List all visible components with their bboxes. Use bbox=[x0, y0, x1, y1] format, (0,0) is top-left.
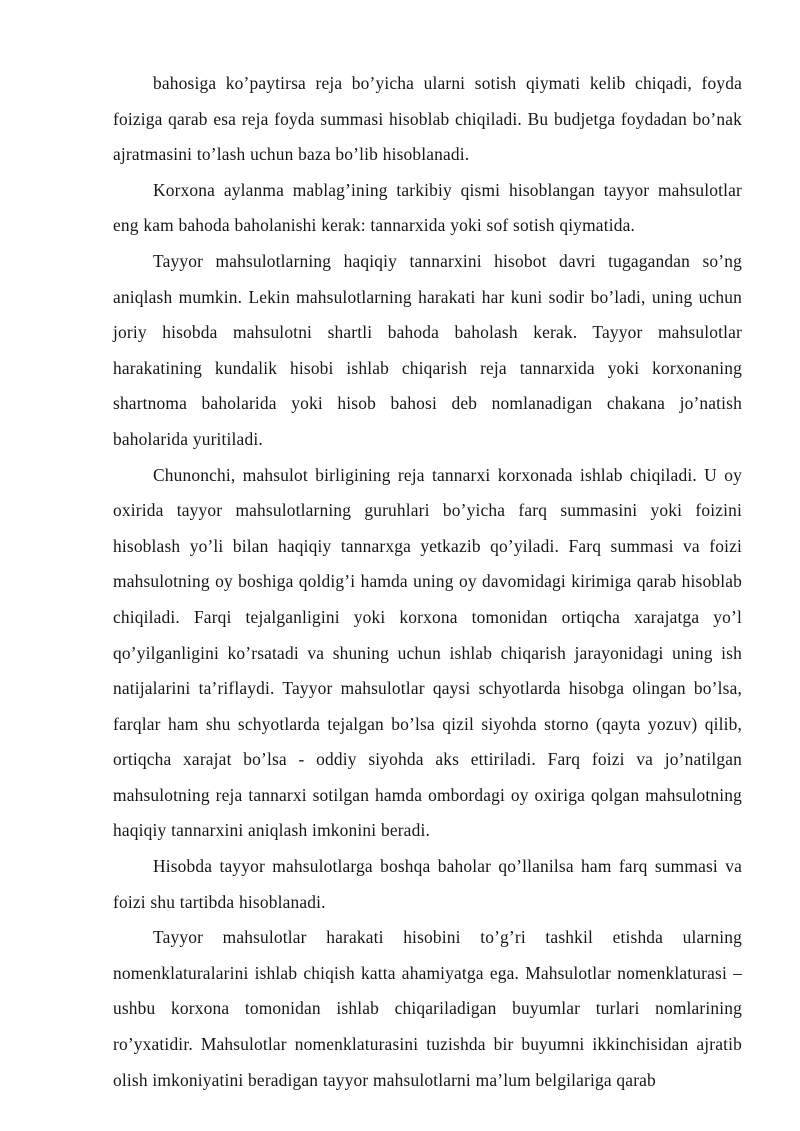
paragraph: Hisobda tayyor mahsulotlarga boshqa baholar qo’llanilsa ham farq summasi va foizi shu tartibda hisoblanadi. bbox=[113, 856, 742, 912]
paragraph: Tayyor mahsulotlarning haqiqiy tannarxini hisobot davri tugagandan so’ng aniqlash mumkin. Lekin mahsulotlarning harakati har kuni sodir bo’ladi, uning uchun joriy hisobda mahsulotni shartli bahoda baholash kerak. Tayyor mahsulotlar harakatining kundalik hisobi ishlab chiqarish reja tannarxida yoki korxonaning shartnoma baholarida yoki hisob bahosi deb nomlanadigan chakana jo’natish baholarida yuritiladi. bbox=[113, 250, 742, 449]
paragraph: Tayyor mahsulotlar harakati hisobini to’g’ri tashkil etishda ularning nomenklaturalarini ishlab chiqish katta ahamiyatga ega. Mahsulotlar nomenklaturasi – ushbu korxona tomonidan ishlab chiqariladigan buyumlar turlari nomlarining ro’yxatidir. Mahsulotlar nomenklaturasini tuzishda bir buyumni ikkinchisidan ajratib olish imkoniyatini beradigan tayyor mahsulotlarni ma’lum belgilariga qarab bbox=[113, 927, 742, 1090]
body-text-column bbox=[113, 66, 742, 1098]
paragraph: bahosiga ko’paytirsa reja bo’yicha ularni sotish qiymati kelib chiqadi, foyda foiziga qarab esa reja foyda summasi hisoblab chiqiladi. Bu budjetga foydadan bo’nak ajratmasini to’lash uchun baza bo’lib hisoblanadi. bbox=[113, 73, 742, 165]
paragraph: Korxona aylanma mablag’ining tarkibiy qismi hisoblangan tayyor mahsulotlar eng kam bahoda baholanishi kerak: tannarxida yoki sof sotish qiymatida. bbox=[113, 179, 742, 236]
paragraph: Chunonchi, mahsulot birligining reja tannarxi korxonada ishlab chiqiladi. U oy oxirida tayyor mahsulotlarning guruhlari bo’yicha farq summasini yoki foizini hisoblash yo’li bilan haqiqiy tannarxga yetkazib qo’yiladi. Farq summasi va foizi mahsulotning oy boshiga qoldig’i hamda uning oy davomidagi kirimiga qarab hisoblab chiqiladi. Farqi tejalganligini yoki korxona tomonidan ortiqcha xarajatga yo’l qo’yilganligini ko’rsatadi va shuning uchun ishlab chiqarish jarayonidagi uning ish natijalarini ta’riflaydi. Tayyor mahsulotlar qaysi schyotlarda hisobga olingan bo’lsa, farqlar ham shu schyotlarda tejalgan bo’lsa qizil siyohda storno (qayta yozuv) qilib, ortiqcha xarajat bo’lsa - oddiy siyohda aks ettiriladi. Farq foizi va jo’natilgan mahsulotning reja tannarxi sotilgan hamda ombordagi oy oxiriga qolgan mahsulotning haqiqiy tannarxini aniqlash imkonini beradi. bbox=[113, 464, 742, 841]
